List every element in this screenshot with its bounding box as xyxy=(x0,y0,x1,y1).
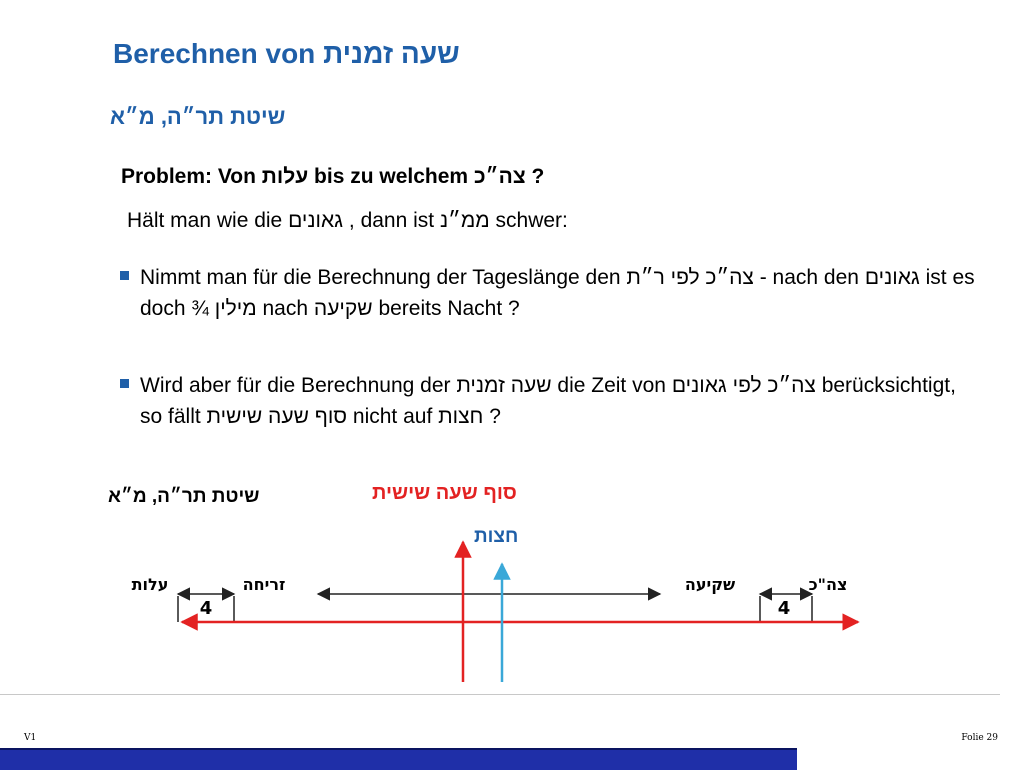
bullet1-text-3: ist es doch ¾ xyxy=(140,266,975,320)
bullet1-hebrew-1: צה״כ לפי ר״ת xyxy=(626,266,754,289)
bullet2-hebrew-4: חצות xyxy=(438,405,484,428)
bullet1-hebrew-3: מילין xyxy=(214,297,257,320)
midday-label: חצות xyxy=(474,526,519,547)
bullet1-text-4: nach xyxy=(262,297,309,320)
bullet2-hebrew-3: סוף שעה שישית xyxy=(206,405,348,428)
bullet2-hebrew-1: שעה זמנית xyxy=(456,374,552,397)
problem-text-2: bis zu welchem xyxy=(314,165,469,188)
footer-page-number: Folie 29 xyxy=(961,733,998,743)
intro-text-2: , dann ist xyxy=(348,209,435,232)
bullet1-text-5: bereits Nacht ? xyxy=(378,297,520,320)
title-hebrew: שעה זמנית xyxy=(323,38,460,69)
bullet2-text-5: ? xyxy=(489,405,501,428)
sunrise-label: זריחה xyxy=(242,575,286,594)
intro-text-1: Hält man wie die xyxy=(127,209,283,232)
bullet2-text-1: Wird aber für die Berechnung der xyxy=(140,374,451,397)
footer-divider xyxy=(0,694,1000,695)
alos-label: עלות xyxy=(131,575,169,594)
bullet1-text-1: Nimmt man für die Berechnung der Tageslänge den xyxy=(140,266,621,289)
gap-left-value: 4 xyxy=(199,598,213,619)
bullet2-text-3: berücksichtigt, so fällt xyxy=(140,374,956,428)
page-subtitle: שיטת תר״ה, מ״א xyxy=(110,104,286,129)
bullet2-text-4: nicht auf xyxy=(352,405,433,428)
problem-text-1: Problem: Von xyxy=(121,165,256,188)
intro-hebrew-2: ממ״נ xyxy=(439,209,490,232)
footer-version: V1 xyxy=(24,733,37,743)
bullet2-text-2: die Zeit von xyxy=(557,374,666,397)
bullet1-hebrew-4: שקיעה xyxy=(313,297,373,320)
bottom-bar xyxy=(0,748,797,770)
gap-right-value: 4 xyxy=(777,598,791,619)
diagram-method-label: שיטת תר״ה, מ״א xyxy=(108,486,260,507)
problem-hebrew-1: עלות xyxy=(261,165,309,188)
bullet1-hebrew-2: גאונים xyxy=(864,266,920,289)
problem-hebrew-2: צה״כ xyxy=(473,165,526,188)
sunset-label: שקיעה xyxy=(684,575,736,594)
intro-text-3: schwer: xyxy=(495,209,568,232)
problem-text-3: ? xyxy=(531,165,545,188)
bullet1-text-2: - nach den xyxy=(759,266,859,289)
title-prefix: Berechnen von xyxy=(113,38,316,69)
end-sixth-hour-label: סוף שעה שישית xyxy=(372,482,517,504)
intro-hebrew-1: גאונים xyxy=(288,209,344,232)
tzeis-label: צה"כ xyxy=(808,575,848,594)
bullet2-hebrew-2: צה״כ לפי גאונים xyxy=(671,374,816,397)
